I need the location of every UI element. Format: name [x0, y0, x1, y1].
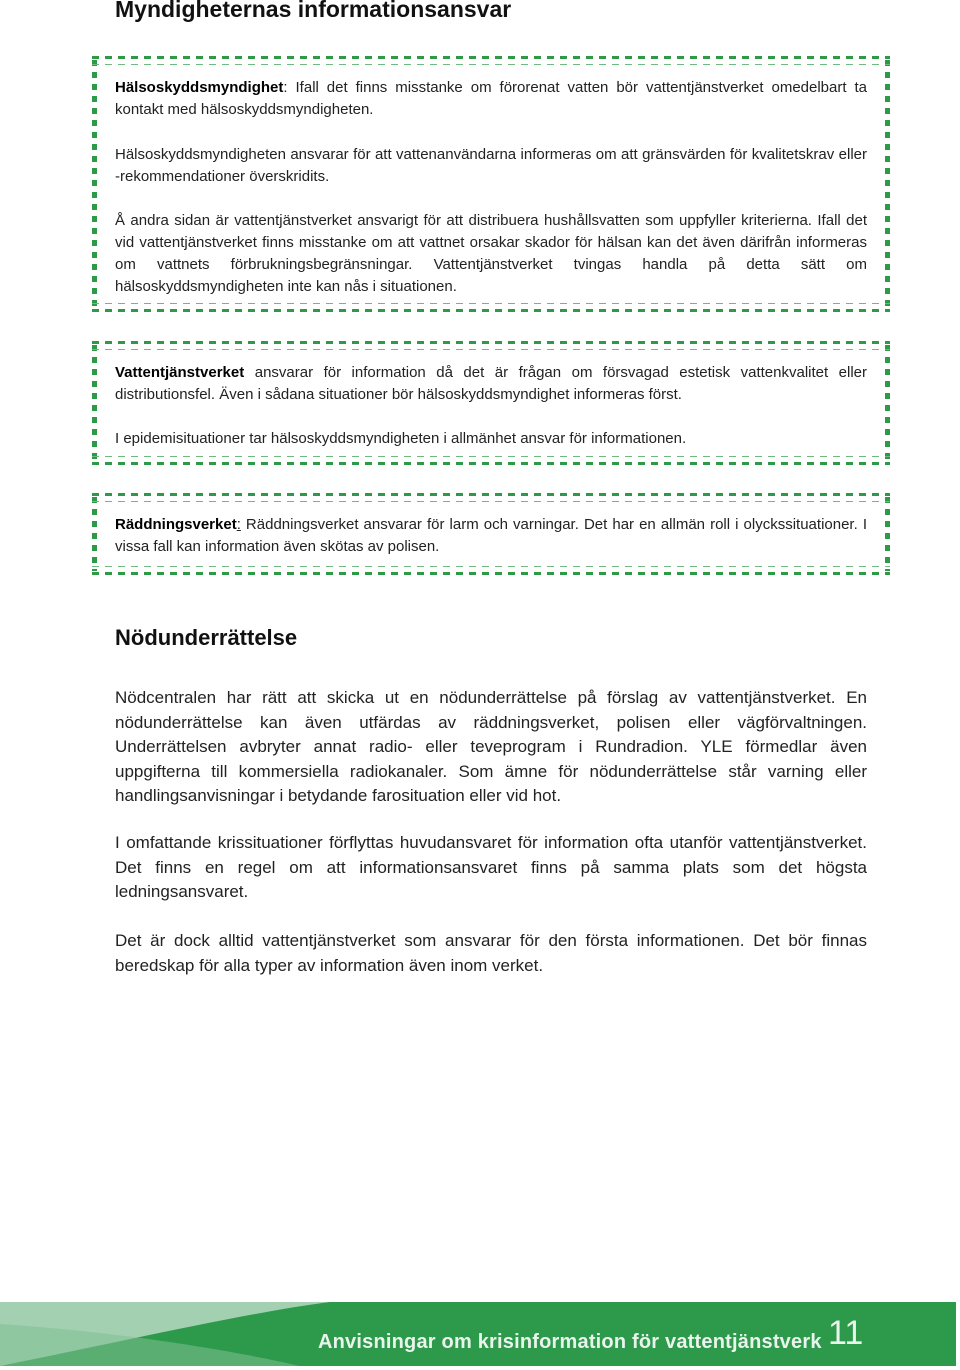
rescue-service-paragraph [115, 514, 867, 558]
box-inner-border-top [92, 501, 890, 502]
box-border-left [92, 60, 97, 308]
water-utility-label: Vattentjänstverket [115, 364, 245, 381]
body-paragraph-2: I omfattande krissituationer förflyttas huvudansvaret för information ofta utanför vattentjänstverket. Det finns en regel om att informationsansvaret finns på samma plats som det högsta ledningsansvaret. [115, 833, 867, 901]
info-box-rescue-service [92, 493, 890, 575]
page-title: Myndigheternas informationsansvar [115, 0, 512, 22]
box-border-right [885, 497, 890, 571]
box-border-right [885, 345, 890, 461]
box-inner-border-top [92, 349, 890, 350]
body-paragraph-1: Nödcentralen har rätt att skicka ut en nödunderrättelse på förslag av vattentjänstverket. En nödunderrättelse kan även utfärdas av räddningsverket, polisen eller vägförvaltningen. Underrättelsen avbryter annat radio- eller teveprogram i Rundradion. YLE förmedlar även uppgifterna till kommersiella radiokanaler. Som ämne för nödunderrättelse står varning eller handlingsanvisningar i betydande farosituation eller vid hot. [115, 688, 867, 805]
rescue-service-text: Räddningsverket ansvarar för larm och varningar. Det har en allmän roll i olyckssituationer. I vissa fall kan information även skötas av polisen. [115, 516, 867, 555]
body-paragraph-3: Det är dock alltid vattentjänstverket som ansvarar för den första informationen. Det bör finnas beredskap för alla typer av information även inom verket. [115, 931, 867, 975]
rescue-service-label: Räddningsverket [115, 516, 237, 533]
health-authority-paragraph-3: Å andra sidan är vattentjänstverket ansvarigt för att distribuera hushållsvatten som uppfyller kriterierna. Ifall det vid vattentjänstverket finns misstanke om att vattnet orsakar skador för hälsan kan det även därifrån informeras om vattnets förbrukningsbegränsningar. Vattentjänstverket tvingas handla på detta sätt om hälsoskyddsmyndigheten inte kan nås i situationen. [115, 212, 867, 295]
box-inner-border-bottom [92, 566, 890, 567]
page-footer [0, 1302, 956, 1366]
info-box-water-utility [92, 341, 890, 465]
water-utility-paragraph-2: I epidemisituationer tar hälsoskyddsmyndigheten i allmänhet ansvar för informationen. [115, 430, 687, 447]
health-authority-paragraph-2: Hälsoskyddsmyndigheten ansvarar för att vattenanvändarna informeras om att gränsvärden för kvalitetskrav eller -rekommendationer överskridits. [115, 146, 867, 185]
section-title: Nödunderrättelse [115, 625, 298, 650]
water-utility-text: ansvarar för information då det är frågan om försvagad estetisk vattenkvalitet eller distributionsfel. Även i sådana situationer bör hälsoskyddsmyndighet informeras först. [115, 364, 867, 403]
box-inner-border-bottom [92, 303, 890, 304]
box-border-right [885, 60, 890, 308]
health-authority-label: Hälsoskyddsmyndighet [115, 79, 284, 96]
box-border-left [92, 497, 97, 571]
health-authority-text: : Ifall det finns misstanke om förorenat vatten bör vattentjänstverket omedelbart ta kontakt med hälsoskyddsmyndigheten. [115, 79, 867, 118]
box-inner-border-top [92, 64, 890, 65]
info-box-health-authority [92, 56, 890, 312]
health-authority-paragraph [115, 77, 867, 121]
box-inner-border-bottom [92, 456, 890, 457]
box-border-left [92, 345, 97, 461]
footer-title: Anvisningar om krisinformation för vattentjänstverk [318, 1331, 822, 1353]
rescue-service-colon: : [236, 516, 241, 533]
page-number: 11 [828, 1314, 864, 1352]
water-utility-paragraph [115, 362, 867, 406]
